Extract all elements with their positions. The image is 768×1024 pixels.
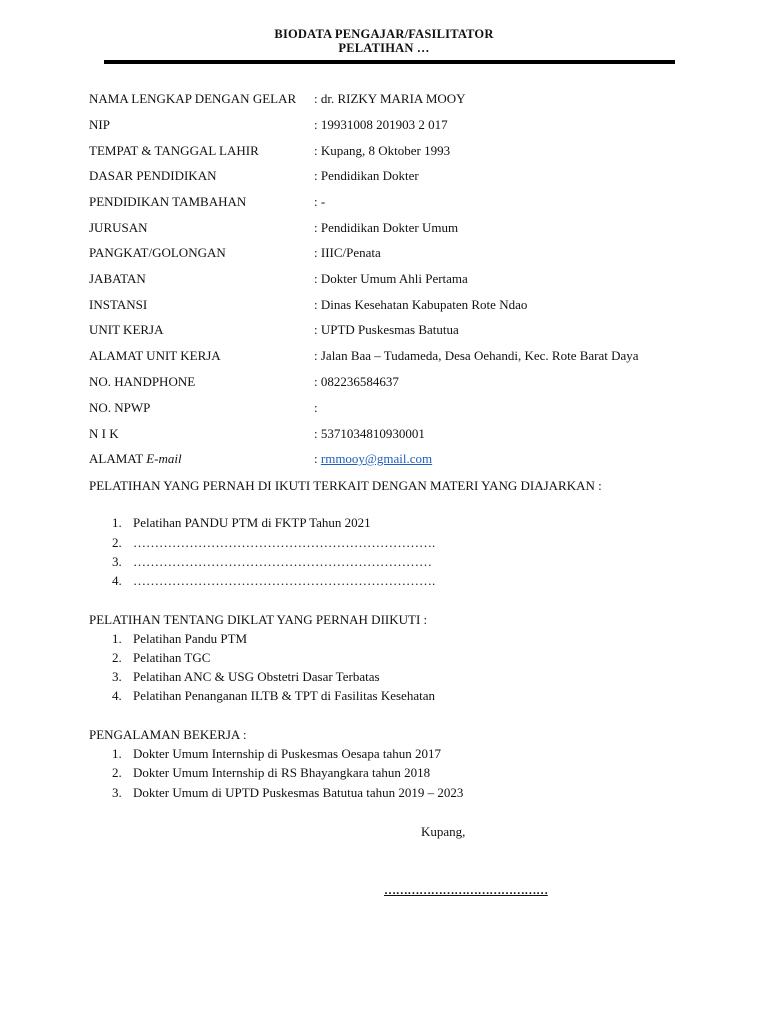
list-text: Pelatihan Penanganan ILTB & TPT di Fasilitas Kesehatan: [133, 688, 435, 703]
section-heading-pelatihan-terkait: PELATIHAN YANG PERNAH DI IKUTI TERKAIT DENGAN MATERI YANG DIAJARKAN :: [89, 478, 602, 493]
field-no-handphone: [89, 374, 729, 392]
list-number: 2.: [112, 650, 122, 665]
section-heading-pengalaman: PENGALAMAN BEKERJA :: [89, 727, 247, 742]
list-text: Dokter Umum di UPTD Puskesmas Batutua tahun 2019 – 2023: [133, 785, 464, 800]
field-value: : Dinas Kesehatan Kabupaten Rote Ndao: [314, 297, 528, 312]
list-number: 4.: [112, 573, 122, 588]
field-value: : 082236584637: [314, 374, 399, 389]
field-dasar-pendidikan: [89, 168, 729, 186]
field-pendidikan-tambahan: [89, 194, 729, 212]
field-value: : 5371034810930001: [314, 426, 425, 441]
field-pangkat-golongan: [89, 245, 729, 263]
field-label: TEMPAT & TANGGAL LAHIR: [89, 143, 259, 158]
list-text: Dokter Umum Internship di RS Bhayangkara tahun 2018: [133, 765, 431, 780]
field-unit-kerja: [89, 322, 729, 340]
list-text: …………………………………………………………….: [133, 535, 436, 550]
list-number: 2.: [112, 765, 122, 780]
field-label: UNIT KERJA: [89, 322, 164, 337]
field-value: : Pendidikan Dokter Umum: [314, 220, 459, 235]
list-number: 1.: [112, 515, 122, 530]
field-value: : -: [314, 194, 326, 209]
field-label: PANGKAT/GOLONGAN: [89, 245, 226, 260]
list-text: Pelatihan TGC: [133, 650, 211, 665]
signature-line: ……………………………………: [384, 883, 548, 897]
list-number: 3.: [112, 785, 122, 800]
field-value: : Dokter Umum Ahli Pertama: [314, 271, 468, 286]
field-value: : Pendidikan Dokter: [314, 168, 419, 183]
list-text: Pelatihan ANC & USG Obstetri Dasar Terbatas: [133, 669, 380, 684]
field-nip: [89, 117, 729, 135]
section-heading-pelatihan-diklat: PELATIHAN TENTANG DIKLAT YANG PERNAH DIIKUTI :: [89, 612, 428, 627]
list-text: ……………………………………………………………: [133, 554, 432, 569]
email-label-emphasis: E-mail: [146, 451, 182, 466]
field-nama: [89, 91, 729, 109]
field-email: [89, 451, 729, 469]
field-value: : IIIC/Penata: [314, 245, 381, 260]
list-number: 1.: [112, 631, 122, 646]
list-text: …………………………………………………………….: [133, 573, 436, 588]
list-number: 3.: [112, 669, 122, 684]
email-link[interactable]: rmmooy@gmail.com: [320, 451, 433, 466]
field-label: JURUSAN: [89, 220, 148, 235]
field-jurusan: [89, 220, 729, 238]
title-line-biodata: BIODATA PENGAJAR/FASILITATOR: [274, 27, 494, 41]
field-value: [314, 451, 432, 467]
list-number: 2.: [112, 535, 122, 550]
field-tempat-tanggal-lahir: [89, 143, 729, 161]
email-label-prefix: ALAMAT: [89, 451, 147, 466]
closing-place: Kupang,: [421, 824, 466, 839]
field-label: PENDIDIKAN TAMBAHAN: [89, 194, 247, 209]
field-label: NIP: [89, 117, 110, 132]
field-instansi: [89, 297, 729, 315]
list-number: 1.: [112, 746, 122, 761]
field-alamat-unit-kerja: [89, 348, 729, 366]
field-label: JABATAN: [89, 271, 146, 286]
field-value: : Jalan Baa – Tudameda, Desa Oehandi, Kec. Rote Barat Daya: [314, 348, 639, 363]
field-label: NO. NPWP: [89, 400, 151, 415]
field-label: DASAR PENDIDIKAN: [89, 168, 217, 183]
field-value: :: [314, 400, 318, 415]
field-label: N I K: [89, 426, 119, 441]
list-number: 3.: [112, 554, 122, 569]
list-text: Dokter Umum Internship di Puskesmas Oesapa tahun 2017: [133, 746, 441, 761]
field-value: : UPTD Puskesmas Batutua: [314, 322, 459, 337]
email-colon: :: [314, 451, 321, 466]
field-value: : Kupang, 8 Oktober 1993: [314, 143, 451, 158]
list-text: Pelatihan PANDU PTM di FKTP Tahun 2021: [133, 515, 371, 530]
field-label: NO. HANDPHONE: [89, 374, 196, 389]
field-label: [89, 451, 182, 467]
header-divider: [104, 60, 675, 64]
field-nik: [89, 426, 729, 444]
list-text: Pelatihan Pandu PTM: [133, 631, 248, 646]
field-label: INSTANSI: [89, 297, 148, 312]
field-value: : 19931008 201903 2 017: [314, 117, 448, 132]
field-no-npwp: [89, 400, 729, 418]
field-label: ALAMAT UNIT KERJA: [89, 348, 221, 363]
field-value: : dr. RIZKY MARIA MOOY: [314, 91, 466, 106]
field-jabatan: [89, 271, 729, 289]
title-line-pelatihan: PELATIHAN …: [338, 41, 430, 55]
list-number: 4.: [112, 688, 122, 703]
field-label: NAMA LENGKAP DENGAN GELAR: [89, 91, 297, 106]
